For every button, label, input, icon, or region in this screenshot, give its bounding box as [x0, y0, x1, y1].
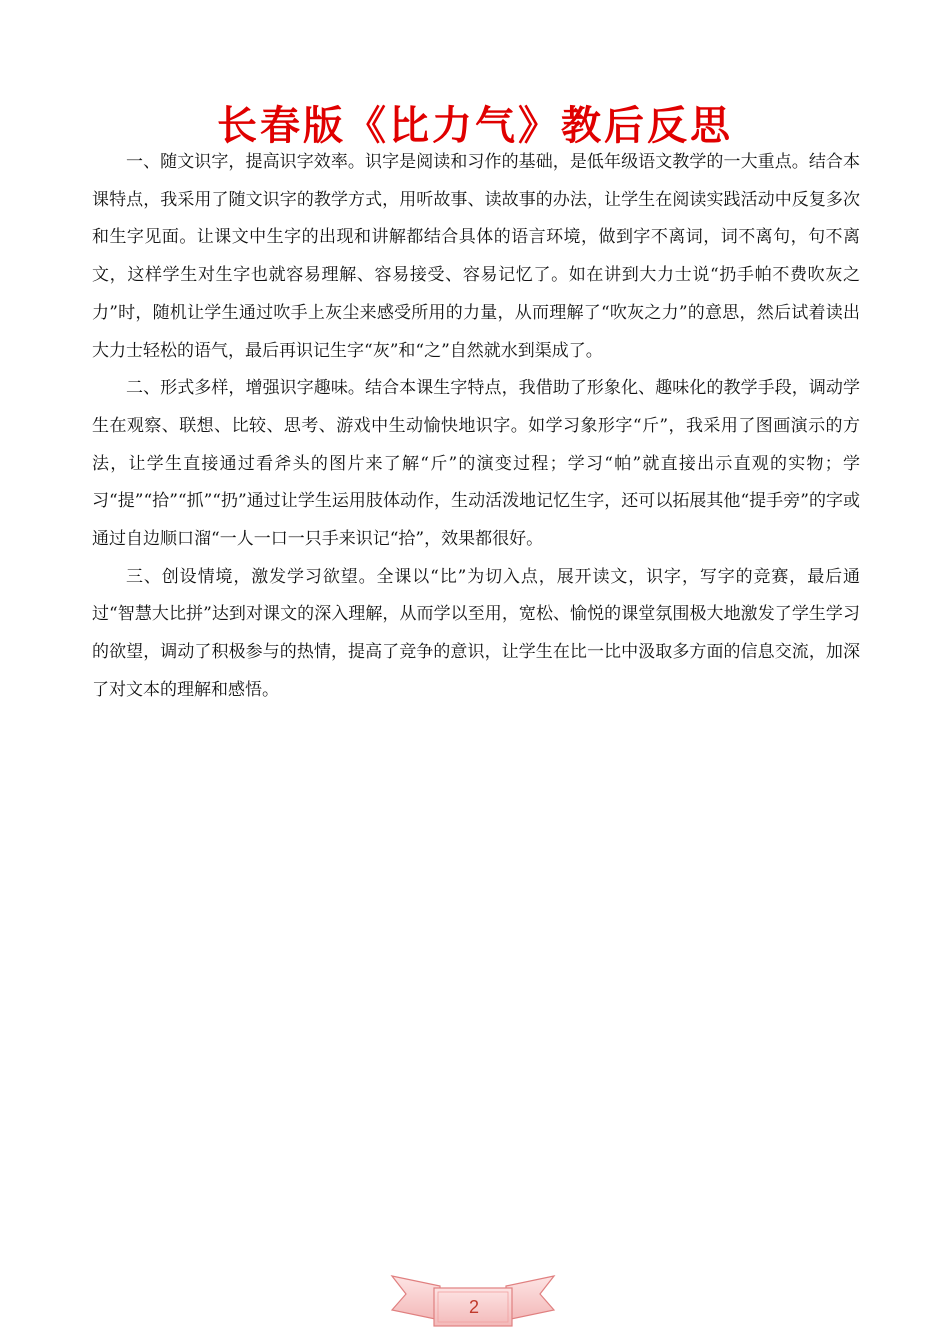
page-number: 2 [468, 1297, 479, 1317]
paragraph-2: 二、形式多样，增强识字趣味。结合本课生字特点，我借助了形象化、趣味化的教学手段，调动学生在观察、联想、比较、思考、游戏中生动愉快地识字。如学习象形字“斤”，我采用了图画演示的方法，让学生直接通过看斧头的图片来了解“斤”的演变过程；学习“帕”就直接出示直观的实物；学习“提”“拾”“抓”“扔”通过让学生运用肢体动作，生动活泼地记忆生字，还可以拓展其他“提手旁”的字或通过自边顺口溜“一人一口一只手来识记“拾”，效果都很好。 [92, 378, 860, 550]
document-title: 长春版《比力气》教后反思 [217, 102, 733, 149]
paragraph-1: 一、随文识字，提高识字效率。识字是阅读和习作的基础，是低年级语文教学的一大重点。结合本课特点，我采用了随文识字的教学方式，用听故事、读故事的办法，让学生在阅读实践活动中反复多次和生字见面。让课文中生字的出现和讲解都结合具体的语言环境，做到字不离词，词不离句，句不离文，这样学生对生字也就容易理解、容易接受、容易记忆了。如在讲到大力士说“扔手帕不费吹灰之力”时，随机让学生通过吹手上灰尘来感受所用的力量，从而理解了“吹灰之力”的意思，然后试着读出大力士轻松的语气，最后再识记生字“灰”和“之”自然就水到渠成了。 [92, 152, 860, 361]
paragraph-3: 三、创设情境，激发学习欲望。全课以“比”为切入点，展开读文，识字，写字的竞赛，最后通过“智慧大比拼”达到对课文的深入理解，从而学以至用，宽松、愉悦的课堂氛围极大地激发了学生学习的欲望，调动了积极参与的热情，提高了竞争的意识，让学生在比一比中汲取多方面的信息交流，加深了对文本的理解和感悟。 [92, 566, 860, 700]
document-body [92, 144, 860, 710]
